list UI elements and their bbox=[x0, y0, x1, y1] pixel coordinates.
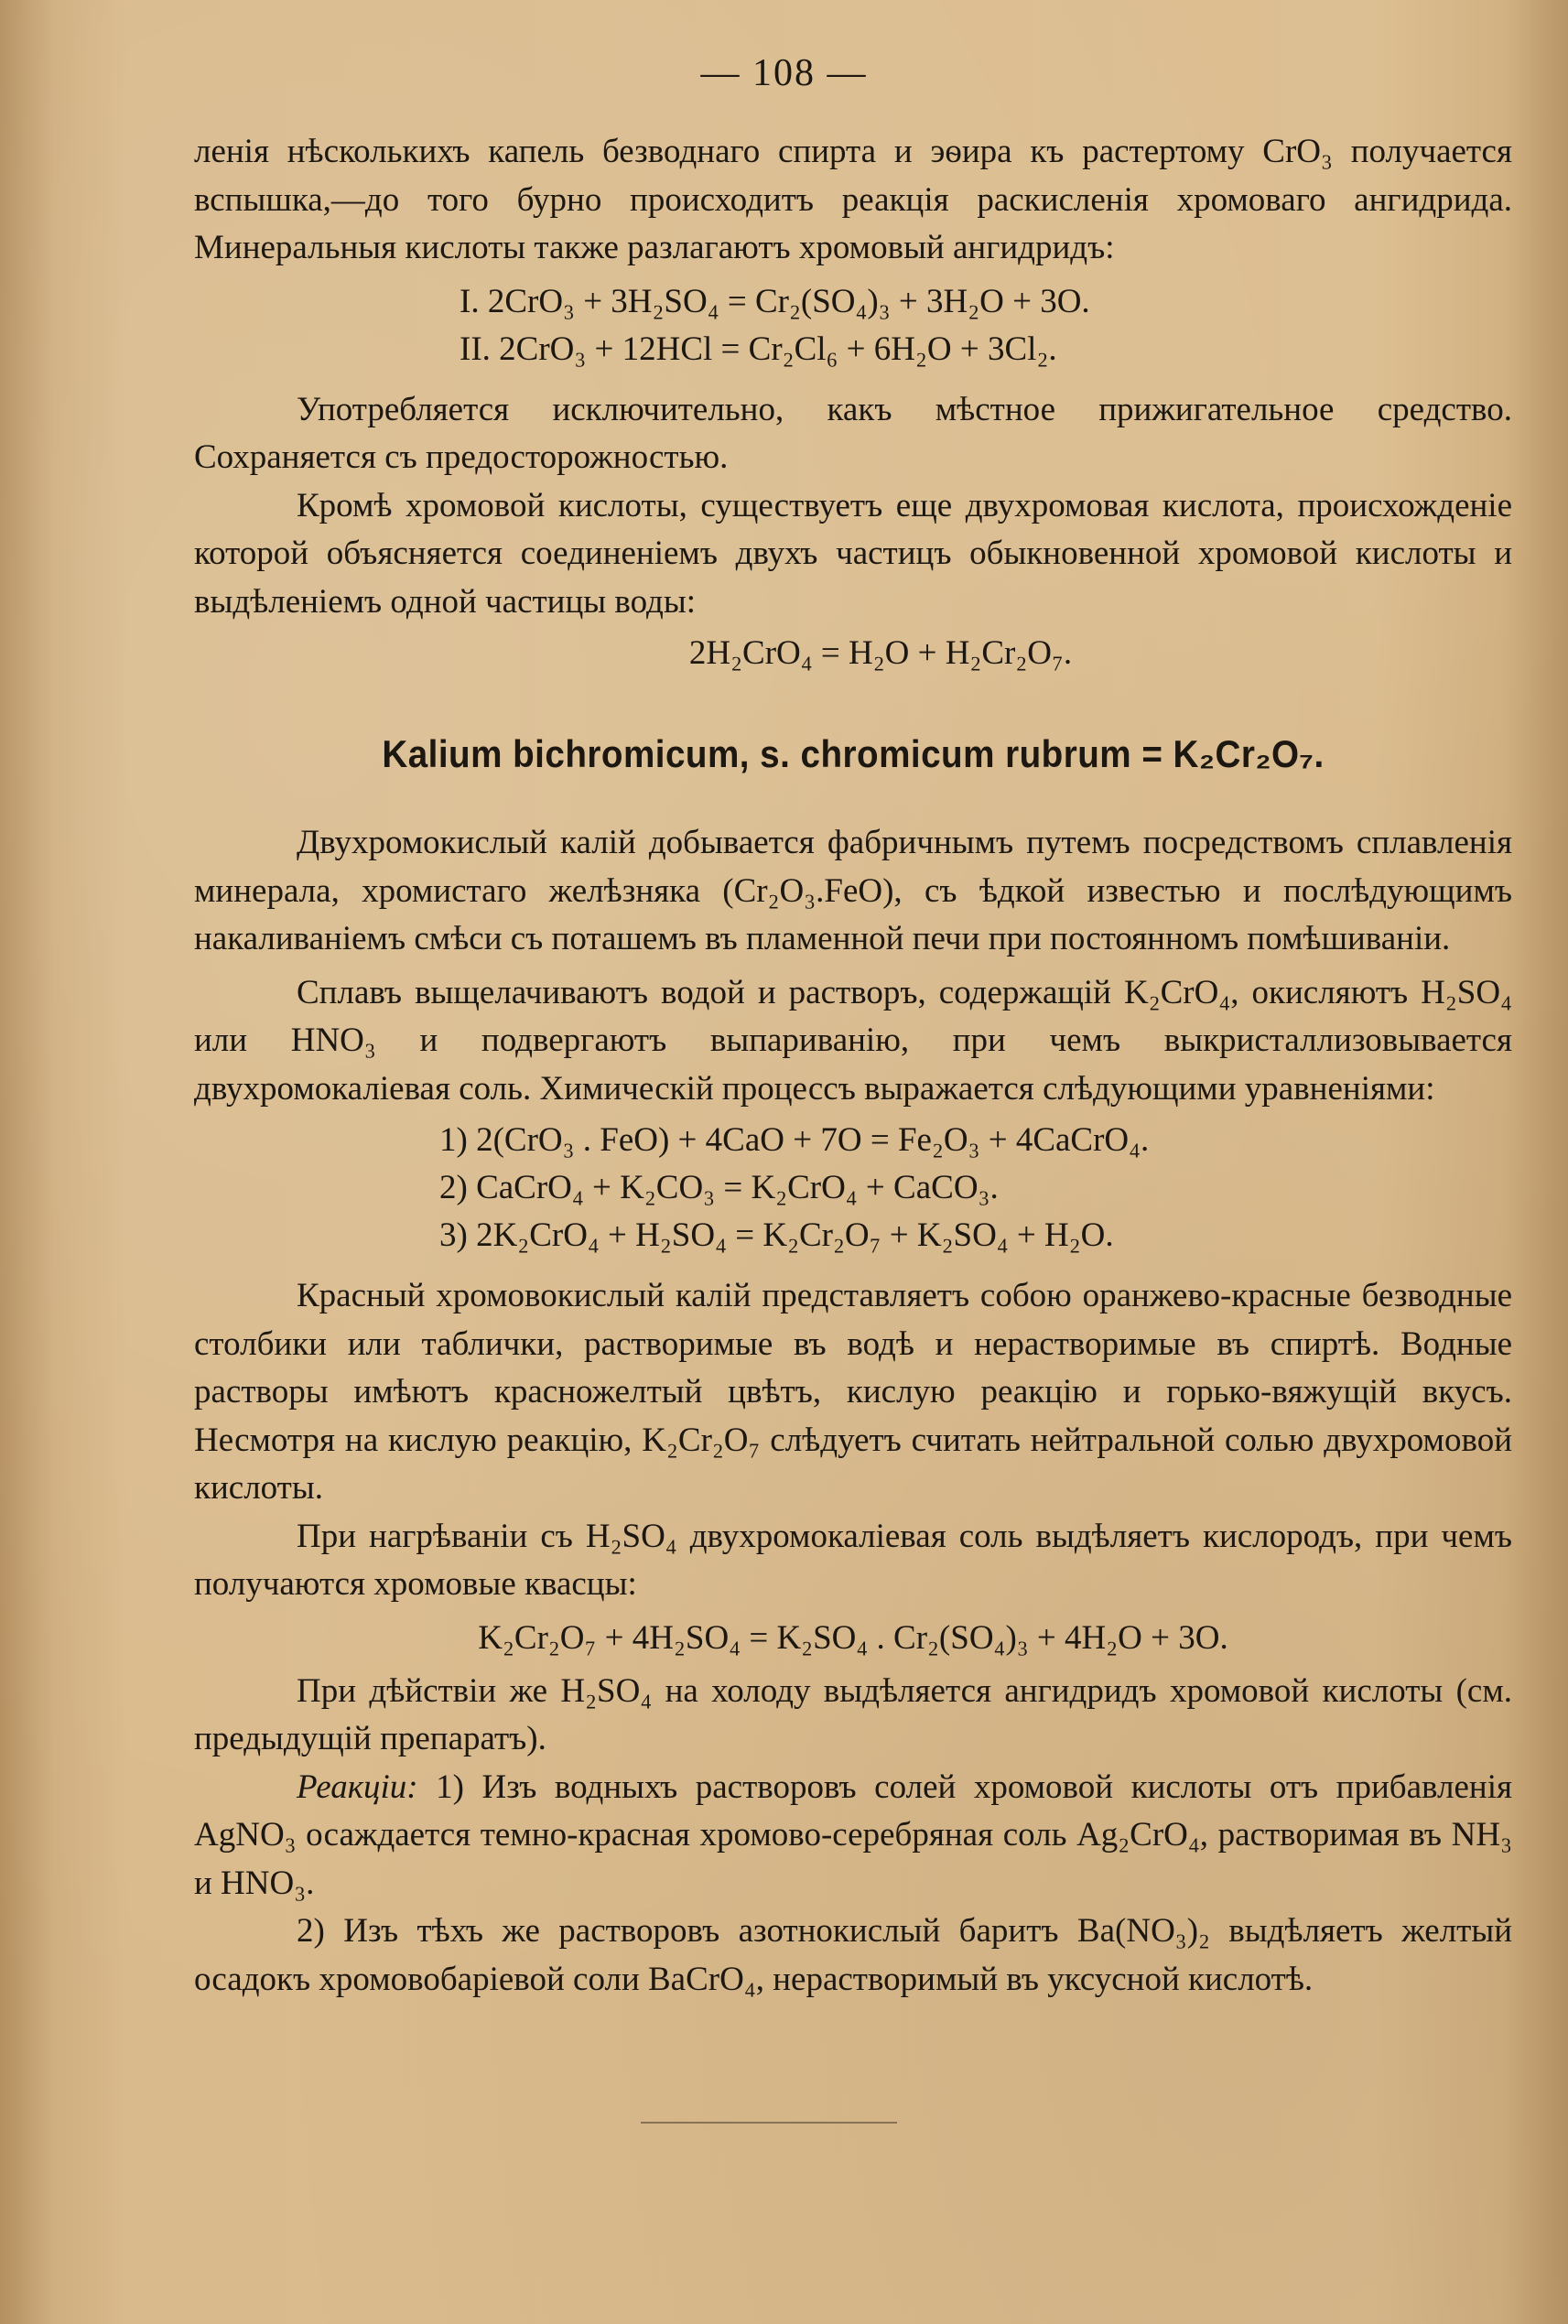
paragraph-cold-action: При дѣйствіи же H₂SO₄ на холоду выдѣляется ангидридъ хромовой кислоты (см. предыдущій препаратъ). bbox=[194, 1671, 1512, 1757]
paragraph-reactions-2: 2) Изъ тѣхъ же растворовъ азотнокислый баритъ Ba(NO₃)₂ выдѣляетъ желтый осадокъ хромовобаріевой соли BaCrO₄, нерастворимый въ уксусной кислотѣ. bbox=[194, 1912, 1512, 1998]
equations-process bbox=[194, 1117, 1512, 1259]
equation-dichromic: 2H₂CrO₄ = H₂O + H₂Cr₂O₇. bbox=[688, 634, 1073, 672]
text-section-chromic-acid bbox=[194, 128, 1512, 677]
section-heading bbox=[194, 732, 1512, 776]
paragraph-usage: Употребляется исключительно, какъ мѣстное прижигательное средство. Сохраняется съ предосторожностью. bbox=[194, 390, 1512, 476]
paragraph-reactions-1 bbox=[194, 1764, 1512, 1908]
reactions-text-1: 1) Изъ водныхъ растворовъ солей хромовой кислоты отъ прибавленія AgNO₃ осаждается темно-красная хромово-серебряная соль Ag₂CrO₄, растворимая въ NH₃ и HNO₃. bbox=[194, 1767, 1512, 1902]
paragraph-properties: Красный хромовокислый калій представляетъ собою оранжево-красные безводные столбики или таблички, растворимые въ водѣ и нерастворимые въ спиртѣ. Водные растворы имѣютъ красножелтый цвѣтъ, кислую реакцію и горько-вяжущій вкусъ. Несмотря на кислую реакцію, K₂Cr₂O₇ слѣдуетъ считать нейтральной солью двухромовой кислоты. bbox=[194, 1277, 1512, 1507]
equations-decomposition bbox=[194, 278, 1512, 373]
reactions-label: Реакціи: bbox=[297, 1767, 418, 1806]
heading-kalium-bichromicum: Kalium bichromicum, s. chromicum rubrum = K₂Cr₂O₇. bbox=[382, 732, 1325, 775]
end-rule bbox=[641, 2122, 897, 2124]
equation-2: II. 2CrO₃ + 12HCl = Cr₂Cl₆ + 6H₂O + 3Cl₂. bbox=[460, 330, 1057, 368]
paragraph-heating: При нагрѣваніи съ H₂SO₄ двухромокаліевая соль выдѣляетъ кислородъ, при чемъ получаются хромовые квасцы: bbox=[194, 1517, 1512, 1603]
equation-1: I. 2CrO₃ + 3H₂SO₄ = Cr₂(SO₄)₃ + 3H₂O + 3O. bbox=[460, 282, 1090, 320]
paragraph-production: Двухромокислый калій добывается фабричнымъ путемъ посредствомъ сплавленія минерала, хромистаго желѣзняка (Cr₂O₃.FeO), съ ѣдкой известью и послѣдующимъ накаливаніемъ смѣси съ поташемъ въ пламенной печи при постоянномъ помѣшиваніи. bbox=[194, 824, 1512, 957]
paragraph-leaching: Сплавъ выщелачиваютъ водой и растворъ, содержащій K₂CrO₄, окисляютъ H₂SO₄ или HNO₃ и подвергаютъ выпариванію, при чемъ выкристаллизовывается двухромокаліевая соль. Химическій процессъ выражается слѣдующими уравненіями: bbox=[194, 973, 1512, 1108]
page-number: — 108 — bbox=[700, 52, 868, 94]
paragraph-chromic-anhydride-reaction: ленія нѣсколькихъ капель безводнаго спирта и эѳира къ растертому CrO₃ получается вспышка,—до того бурно происходитъ реакція раскисленія хромоваго ангидрида. Минеральныя кислоты также разлагаютъ хромовый ангидридъ: bbox=[194, 133, 1512, 266]
equation-alum: K₂Cr₂O₇ + 4H₂SO₄ = K₂SO₄ . Cr₂(SO₄)₃ + 4H₂O + 3O. bbox=[478, 1618, 1228, 1657]
text-section-kalium-bichromicum bbox=[194, 819, 1512, 2004]
equation-process-3: 3) 2K₂CrO₄ + H₂SO₄ = K₂Cr₂O₇ + K₂SO₄ + H₂O. bbox=[439, 1216, 1114, 1254]
equation-process-2: 2) CaCrO₄ + K₂CO₃ = K₂CrO₄ + CaCO₃. bbox=[439, 1169, 999, 1206]
paragraph-dichromic-acid: Кромѣ хромовой кислоты, существуетъ еще двухромовая кислота, происхожденіе которой объясняется соединеніемъ двухъ частицъ обыкновенной хромовой кислоты и выдѣленіемъ одной частицы воды: bbox=[194, 486, 1512, 621]
equation-process-1: 1) 2(CrO₃ . FeO) + 4CaO + 7O = Fe₂O₃ + 4CaCrO₄. bbox=[439, 1121, 1150, 1159]
